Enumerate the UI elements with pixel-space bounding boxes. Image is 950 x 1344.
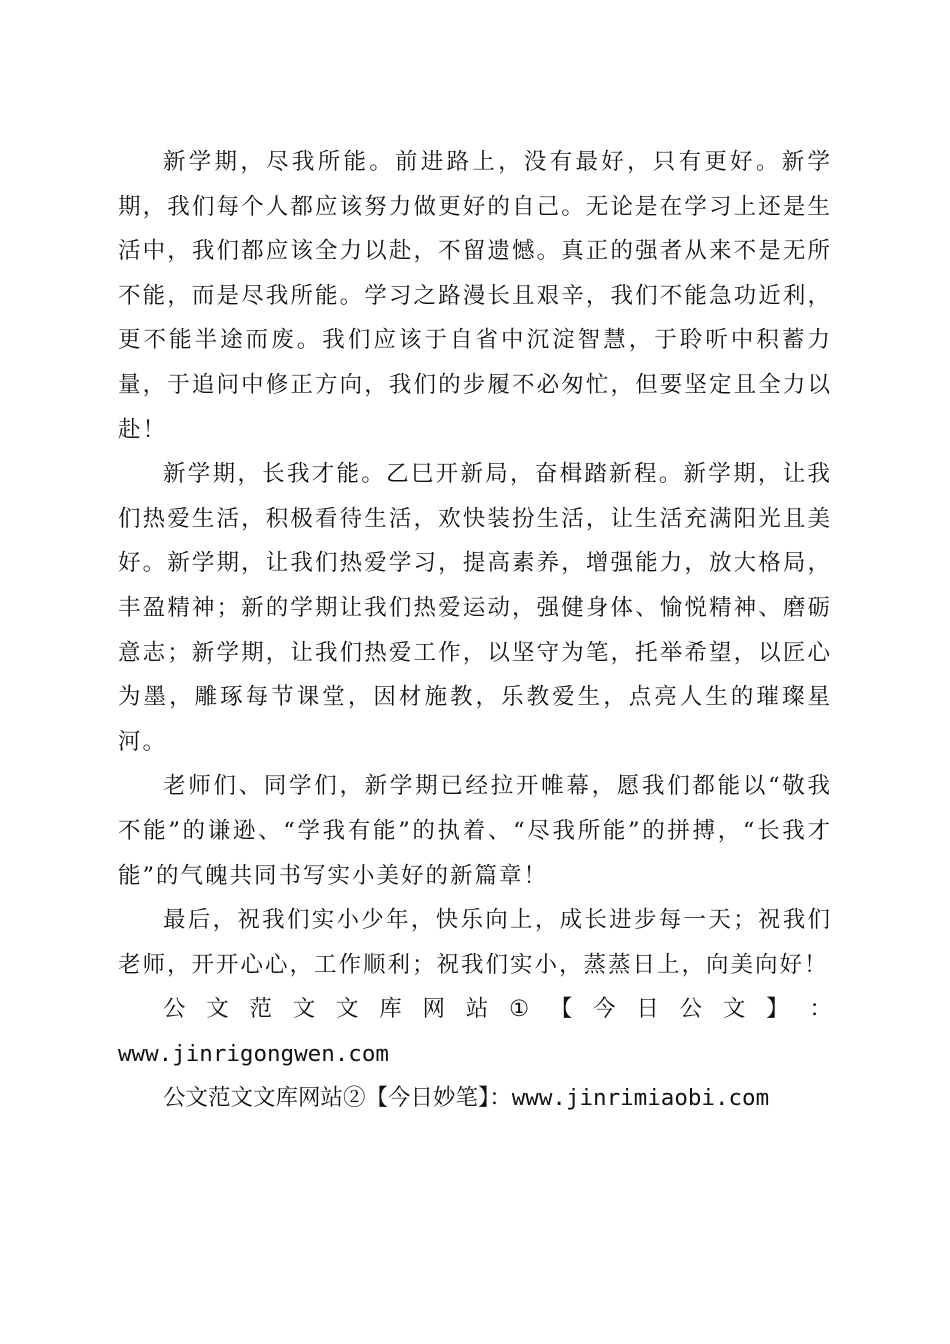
site-2-label: 公文范文文库网站②【今日妙笔】： xyxy=(163,1085,512,1112)
paragraph-2: 新学期，长我才能。乙巳开新局，奋楫踏新程。新学期，让我们热爱生活，积极看待生活，欢快装扮生活，让生活充满阳光且美好。新学期，让我们热爱学习，提高素养，增强能力，放大格局，丰盈精神；新的学期让我们热爱运动，强健身体、愉悦精神、磨砺意志；新学期，让我们热爱工作，以坚守为笔，托举希望，以匠心为墨，雕琢每节课堂，因材施教，乐教爱生，点亮人生的璀璨星河。 xyxy=(118,461,832,755)
site-2-url[interactable]: www.jinrimiaobi.com xyxy=(511,1085,770,1112)
footer-site-2 xyxy=(118,1076,832,1121)
paragraph-1: 新学期，尽我所能。前进路上，没有最好，只有更好。新学期，我们每个人都应该努力做更好的自己。无论是在学习上还是生活中，我们都应该全力以赴，不留遗憾。真正的强者从来不是无所不能，而是尽我所能。学习之路漫长且艰辛，我们不能急功近利，更不能半途而废。我们应该于自省中沉淀智慧，于聆听中积蓄力量，于追问中修正方向，我们的步履不必匆忙，但要坚定且全力以赴！ xyxy=(118,149,832,443)
paragraph-3: 老师们、同学们，新学期已经拉开帷幕，愿我们都能以“敬我不能”的谦逊、“学我有能”的执着、“尽我所能”的拼搏，“长我才能”的气魄共同书写实小美好的新篇章！ xyxy=(118,773,832,889)
site-1-url[interactable]: www.jinrigongwen.com xyxy=(118,1040,389,1067)
paragraph-4: 最后，祝我们实小少年，快乐向上，成长进步每一天；祝我们老师，开开心心，工作顺利；祝我们实小，蒸蒸日上，向美向好！ xyxy=(118,907,832,978)
footer-site-1 xyxy=(118,987,832,1076)
site-1-label: 公 文 范 文 文 库 网 站 ① 【 今 日 公 文 】 ： xyxy=(163,996,832,1023)
